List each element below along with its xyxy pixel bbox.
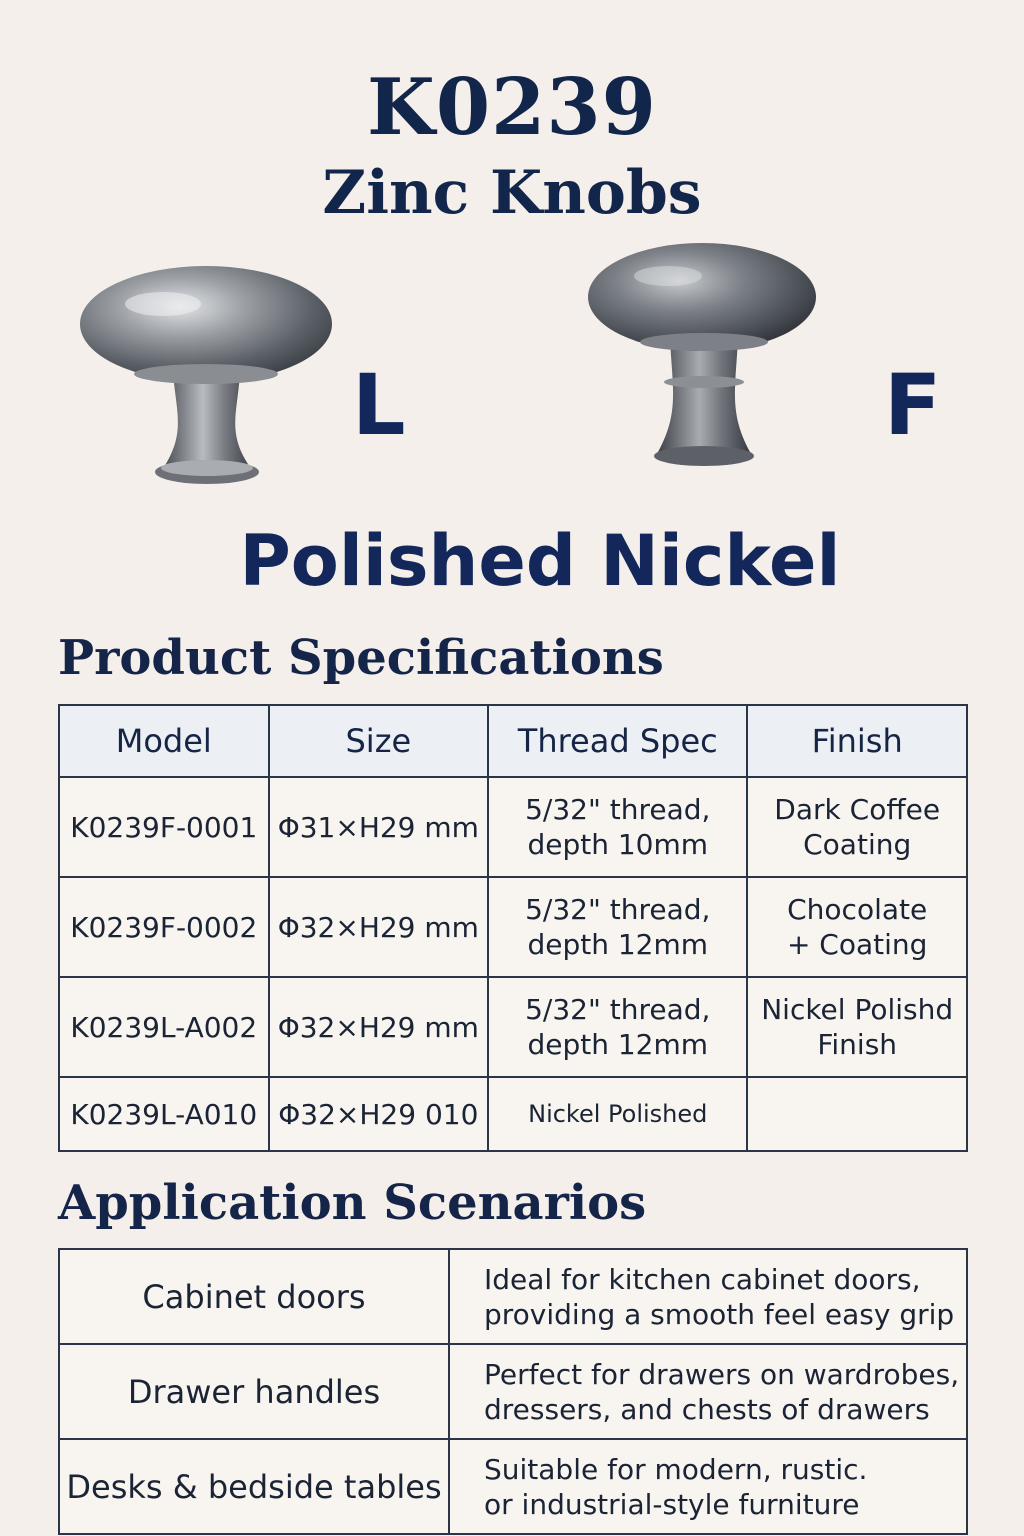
finish-line: Finish	[817, 1028, 898, 1061]
variant-letter-f: F	[884, 356, 942, 454]
table-row	[59, 1249, 967, 1344]
description-cell	[449, 1439, 967, 1534]
description-cell	[449, 1344, 967, 1439]
scenario-cell: Drawer handles	[59, 1344, 449, 1439]
description-line: providing a smooth feel easy grip	[484, 1297, 955, 1331]
product-subtitle: Zinc Knobs	[322, 158, 702, 228]
spec-heading: Product Specifications	[58, 630, 664, 686]
thread-cell	[488, 1077, 747, 1151]
size-cell: Φ32×H29 mm	[269, 977, 489, 1077]
thread-line: 5/32" thread,	[525, 893, 711, 926]
description-cell	[449, 1249, 967, 1344]
table-row	[59, 1077, 967, 1151]
size-cell: Φ31×H29 mm	[269, 777, 489, 877]
table-row	[59, 1439, 967, 1534]
model-cell: K0239F-0002	[59, 877, 269, 977]
column-header: Thread Spec	[488, 705, 747, 777]
model-cell: K0239L-A002	[59, 977, 269, 1077]
finish-cell	[747, 777, 967, 877]
thread-line: 5/32" thread,	[525, 993, 711, 1026]
finish-line: Coating	[803, 828, 912, 861]
thread-line: depth 12mm	[527, 928, 709, 961]
description-line: Perfect for drawers on wardrobes,	[484, 1357, 960, 1391]
column-header: Finish	[747, 705, 967, 777]
scenario-cell: Desks & bedside tables	[59, 1439, 449, 1534]
table-row	[59, 777, 967, 877]
finish-line: Chocolate	[787, 893, 928, 926]
model-title: K0239	[367, 62, 657, 153]
description-line: Ideal for kitchen cabinet doors,	[484, 1262, 921, 1296]
spec-header-row	[59, 705, 967, 777]
knob-l-icon	[78, 262, 334, 490]
table-row	[59, 977, 967, 1077]
size-cell: Φ32×H29 010	[269, 1077, 489, 1151]
table-row	[59, 1344, 967, 1439]
description-line: Suitable for modern, rustic.	[484, 1452, 868, 1486]
finish-line: + Coating	[786, 928, 928, 961]
scenario-cell: Cabinet doors	[59, 1249, 449, 1344]
finish-line: Nickel Polishd	[761, 993, 954, 1026]
thread-line: Nickel Polished	[528, 1099, 708, 1128]
table-row	[59, 877, 967, 977]
thread-cell	[488, 977, 747, 1077]
finish-line: Dark Coffee	[774, 793, 941, 826]
model-cell: K0239F-0001	[59, 777, 269, 877]
variant-letter-l: L	[352, 356, 406, 454]
finish-cell	[747, 977, 967, 1077]
finish-cell	[747, 877, 967, 977]
column-header: Size	[269, 705, 489, 777]
thread-line: depth 12mm	[527, 1028, 709, 1061]
finish-name: Polished Nickel	[239, 520, 841, 602]
description-line: dressers, and chests of drawers	[484, 1392, 930, 1426]
description-line: or industrial-style furniture	[484, 1487, 860, 1521]
thread-cell	[488, 777, 747, 877]
thread-line: 5/32" thread,	[525, 793, 711, 826]
applications-heading: Application Scenarios	[58, 1175, 647, 1231]
spec-table	[58, 704, 968, 1152]
applications-table	[58, 1248, 968, 1535]
thread-cell	[488, 877, 747, 977]
finish-cell	[747, 1077, 967, 1151]
knob-f-icon	[588, 242, 820, 470]
model-cell: K0239L-A010	[59, 1077, 269, 1151]
thread-line: depth 10mm	[527, 828, 709, 861]
column-header: Model	[59, 705, 269, 777]
size-cell: Φ32×H29 mm	[269, 877, 489, 977]
